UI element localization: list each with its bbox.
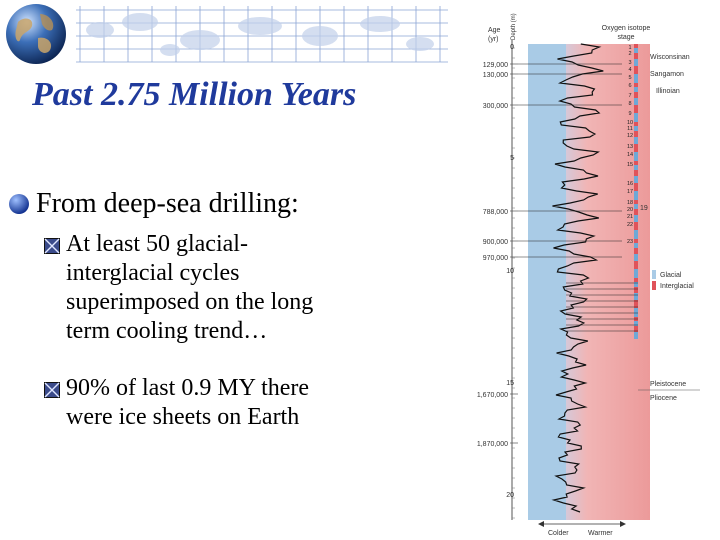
stage-label: 14 — [626, 152, 634, 158]
sphere-bullet-icon — [8, 193, 30, 215]
stage-label: 2 — [628, 51, 632, 57]
stage-strip — [634, 204, 638, 209]
map-landmass — [360, 16, 400, 32]
stage-label: 15 — [626, 162, 634, 168]
box-x-bullet-icon — [44, 382, 60, 398]
stage-header: Oxygen isotope — [601, 25, 651, 32]
stage-strip — [634, 48, 638, 53]
stage-strip — [634, 144, 638, 152]
stage-strip — [634, 261, 638, 269]
stage-strip — [634, 83, 638, 87]
stage-strip — [634, 222, 638, 230]
stage-strip — [634, 137, 638, 144]
stage-label: 16 — [626, 181, 634, 187]
period-label: Wisconsinan — [650, 54, 690, 61]
stage-strip — [634, 287, 638, 293]
cold-band — [528, 44, 566, 520]
depth-header: Depth (m) — [511, 13, 517, 40]
stage-strip — [634, 126, 638, 131]
age-label: 788,000 — [482, 209, 508, 216]
stage-strip — [634, 44, 638, 48]
age-label: 900,000 — [482, 239, 508, 246]
stage-label: 5 — [628, 75, 632, 81]
depth-label: 20 — [506, 492, 514, 499]
age-header: Age — [488, 27, 501, 34]
stage-label: 11 — [627, 126, 633, 132]
map-landmass — [86, 22, 114, 38]
stage-strip — [634, 66, 638, 74]
isotope-figure — [462, 0, 720, 540]
bullet-main: From deep-sea drilling: — [36, 188, 299, 219]
stage-strip — [634, 176, 638, 183]
stage-strip — [634, 248, 638, 254]
legend-interglacial-swatch — [652, 281, 656, 290]
stage-label: 6 — [628, 83, 632, 89]
stage-header: stage — [617, 34, 635, 41]
sub-bullet-line: At least 50 glacial- — [66, 231, 248, 257]
stage-label: 12 — [626, 133, 634, 139]
stage-strip — [634, 98, 638, 105]
stage-label: 20 — [626, 207, 634, 213]
stage-strip — [634, 152, 638, 161]
map-landmass — [238, 17, 282, 35]
stage-strip — [634, 59, 638, 66]
stage-strip — [634, 113, 638, 122]
stage-label: 8 — [628, 101, 632, 107]
stage-strip — [634, 215, 638, 222]
stage-strip — [634, 191, 638, 200]
map-landmass — [406, 37, 434, 51]
stage-label: 23 — [626, 239, 634, 245]
age-label: 300,000 — [482, 103, 508, 110]
stage-strip — [634, 209, 638, 215]
map-landmass — [180, 30, 220, 50]
stage-strip — [634, 183, 638, 191]
stage-strip — [634, 243, 638, 248]
stage-label: 9 — [628, 111, 632, 117]
stage-strip — [634, 332, 638, 339]
stage-strip — [634, 308, 638, 317]
stage-label: 18 — [626, 200, 634, 206]
stage-strip — [634, 131, 638, 137]
slide-title: Past 2.75 Million Years — [32, 76, 357, 113]
map-landmass — [122, 13, 158, 31]
sub-bullet-line: term cooling trend… — [66, 318, 268, 344]
x-label-colder: Colder — [548, 530, 569, 537]
map-grid — [76, 6, 448, 62]
stage-label: 10 — [626, 120, 634, 126]
map-landmass — [302, 26, 338, 46]
stage-strip — [634, 87, 638, 92]
age-label: 1,670,000 — [476, 392, 508, 399]
depth-label: 10 — [506, 268, 514, 275]
depth-label: 5 — [510, 155, 514, 162]
stage-strip — [634, 170, 638, 176]
legend-glacial: Glacial — [660, 272, 682, 279]
sub-bullet-line: were ice sheets on Earth — [66, 404, 300, 430]
legend-glacial-swatch — [652, 270, 656, 279]
stage-strip — [634, 53, 638, 59]
legend-interglacial: Interglacial — [660, 283, 694, 290]
stage-label: 17 — [626, 189, 634, 195]
stage-strip — [634, 122, 638, 126]
stage-label: 4 — [628, 67, 632, 73]
sub-bullet-line: interglacial cycles — [66, 260, 240, 286]
stage-strip — [634, 161, 638, 165]
stage-label: 1 — [628, 45, 632, 51]
map-landmass — [160, 44, 180, 56]
stage-label: 7 — [628, 93, 632, 99]
stage-strip — [634, 254, 638, 261]
sub-bullet-line: 90% of last 0.9 MY there — [66, 375, 310, 401]
stage-strip — [634, 293, 638, 300]
stage-strip — [634, 230, 638, 239]
age-header-unit: (yr) — [488, 36, 499, 43]
age-label: 970,000 — [482, 255, 508, 262]
age-label: 130,000 — [482, 72, 508, 79]
period-label: Illinoian — [656, 88, 680, 95]
period-label: Sangamon — [650, 71, 684, 78]
box-x-bullet-icon — [44, 238, 60, 254]
stage-strip — [634, 269, 638, 278]
sub-bullet-line: superimposed on the long — [66, 289, 314, 315]
stage-strip — [634, 278, 638, 282]
age-label: 1,870,000 — [476, 441, 508, 448]
age-label: 129,000 — [482, 62, 508, 69]
globe-icon — [4, 2, 68, 66]
epoch-label: Pleistocene — [650, 381, 687, 388]
epoch-label: Pliocene — [650, 395, 677, 402]
depth-label: 15 — [506, 380, 514, 387]
stage-label: 3 — [628, 60, 632, 66]
depth-label: 0 — [510, 44, 514, 51]
stage-strip — [634, 200, 638, 204]
stage-label: 13 — [626, 144, 634, 150]
stage-label-19: 19 — [640, 205, 648, 212]
sub-bullet-ice — [66, 374, 309, 432]
stage-strip — [634, 92, 638, 98]
stage-strip — [634, 239, 638, 243]
stage-strip — [634, 74, 638, 83]
stage-strip — [634, 105, 638, 113]
stage-label: 22 — [626, 222, 634, 228]
stage-strip — [634, 165, 638, 170]
x-label-warmer: Warmer — [588, 530, 613, 537]
sub-bullet-cycles — [66, 230, 313, 346]
stage-label: 21 — [626, 214, 634, 220]
